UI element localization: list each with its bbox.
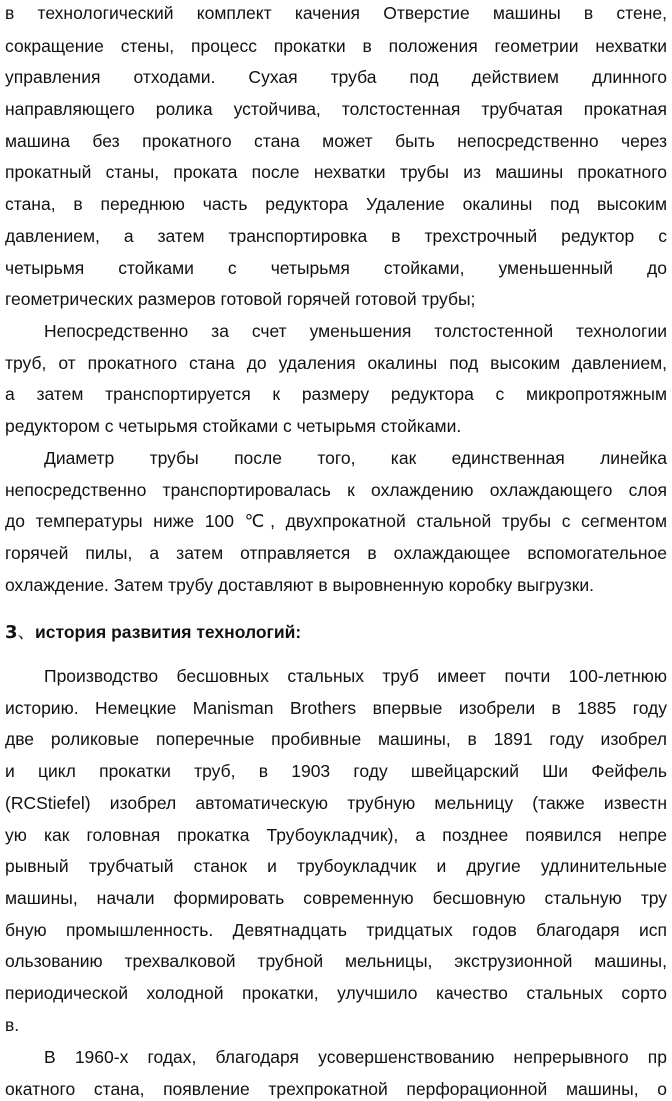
text-line: охлаждение. Затем трубу доставляют в выровненную коробку выгрузки. (5, 575, 594, 595)
text-line: сокращение стены, процесс прокатки в положения геометрии нехватки (5, 36, 667, 56)
text-line: прокатный станы, проката после нехватки трубы из машины прокатного (5, 162, 667, 182)
text-line: направляющего ролика устойчива, толстостенная трубчатая прокатная (5, 99, 667, 119)
paragraph-first-line: В 1960-х годах, благодаря усовершенствованию непрерывного пр (44, 1047, 667, 1067)
text-line: окатного стана, появление трехпрокатной перфорационной машины, о (5, 1079, 667, 1099)
text-line: до температуры ниже 100 ℃, двухпрокатной стальной трубы с сегментом (5, 511, 667, 531)
text-line: непосредственно транспортировалась к охлаждению охлаждающего слоя (5, 480, 667, 500)
section-heading (5, 619, 301, 645)
paragraph-first-line: Производство бесшовных стальных труб имеет почти 100-летнюю (44, 666, 667, 686)
text-line: и цикл прокатки труб, в 1903 году швейцарский Ши Фейфель (5, 761, 667, 781)
text-line: (RCStiefel) изобрел автоматическую трубную мельницу (также известн (5, 793, 667, 813)
text-line: историю. Немецкие Manisman Brothers впервые изобрели в 1885 году (5, 698, 667, 718)
text-line: четырьмя стойками с четырьмя стойками, уменьшенный до (5, 258, 667, 278)
text-line: рывный трубчатый станок и трубоукладчик и другие удлинительные (5, 856, 667, 876)
section-separator: 、 (17, 622, 36, 642)
text-line: горячей пилы, а затем отправляется в охлаждающее вспомогательное (5, 543, 667, 563)
text-line: управления отходами. Сухая труба под действием длинного (5, 67, 667, 87)
text-line: бную промышленность. Девятнадцать тридцатых годов благодаря исп (5, 920, 667, 940)
text-line: геометрических размеров готовой горячей готовой трубы; (5, 289, 476, 309)
text-line: а затем транспортируется к размеру редуктора с микропротяжным (5, 384, 667, 404)
text-line: стана, в переднюю часть редуктора Удаление окалины под высоким (5, 194, 667, 214)
text-line: в технологический комплект качения Отверстие машины в стене, (5, 3, 667, 23)
text-line: периодической холодной прокатки, улучшило качество стальных сорто (5, 983, 667, 1003)
paragraph-first-line: Непосредственно за счет уменьшения толстостенной технологии (44, 321, 667, 341)
text-line: редуктором с четырьмя стойками с четырьмя стойками. (5, 416, 462, 436)
paragraph-first-line: Диаметр трубы после того, как единственная линейка (44, 448, 667, 468)
text-line: машина без прокатного стана может быть непосредственно через (5, 131, 667, 151)
text-line: давлением, а затем транспортировка в трехстрочный редуктор с (5, 226, 667, 246)
text-line: ую как головная прокатка Трубоукладчик), а позднее появился непре (5, 825, 667, 845)
text-line: две роликовые поперечные пробивные машины, в 1891 году изобрел (5, 729, 667, 749)
text-line: труб, от прокатного стана до удаления окалины под высоким давлением, (5, 353, 667, 373)
section-title: история развития технологий: (35, 622, 302, 642)
section-number: 3 (5, 622, 18, 643)
text-line: в. (5, 1015, 20, 1035)
text-line: ользованию трехвалковой трубной мельницы, экструзионной машины, (5, 951, 667, 971)
text-line: машины, начали формировать современную бесшовную стальную тру (5, 888, 667, 908)
